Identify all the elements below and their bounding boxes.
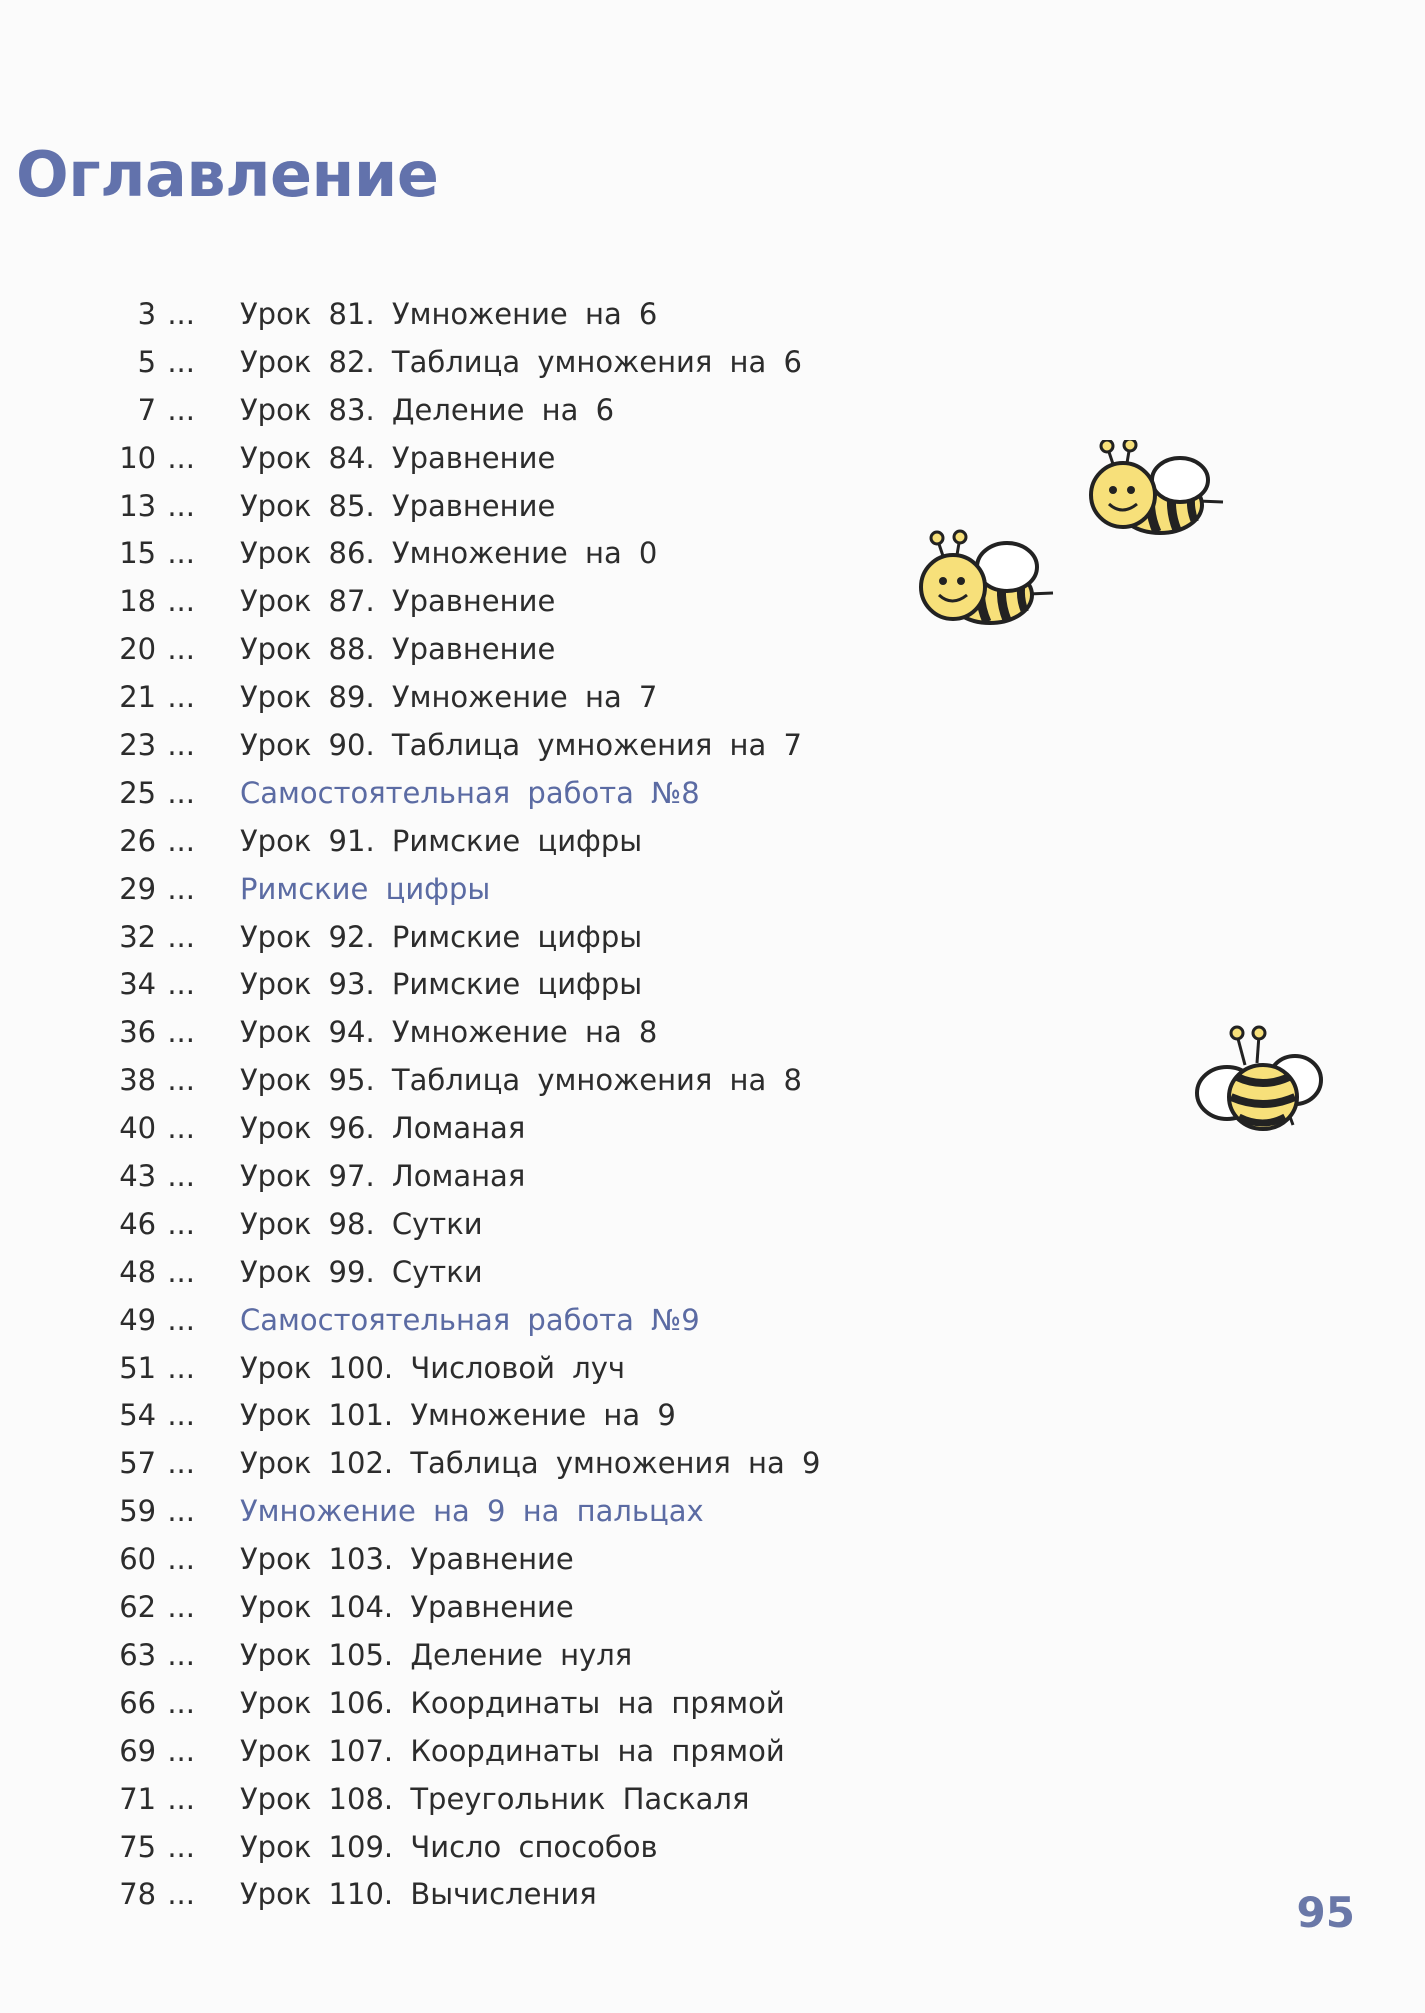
toc-page-number: 25 ... — [119, 775, 195, 810]
toc-page-number: 32 ... — [119, 919, 195, 954]
toc-page-number: 59 ... — [119, 1494, 195, 1529]
toc-page-number: 60 ... — [119, 1542, 195, 1577]
toc-page-number: 26 ... — [119, 823, 195, 858]
toc-entry — [0, 1537, 900, 1585]
toc-entry — [0, 1489, 900, 1537]
toc-lesson-title: Урок 100. Числовой луч — [240, 1350, 626, 1385]
toc-lesson-title: Урок 83. Деление на 6 — [240, 392, 615, 427]
toc-lesson-title: Урок 101. Умножение на 9 — [240, 1398, 676, 1433]
toc-page-number: 38 ... — [119, 1063, 195, 1098]
toc-entry — [0, 1010, 900, 1058]
toc-entry — [0, 1585, 900, 1633]
toc-lesson-title: Урок 81. Умножение на 6 — [240, 297, 658, 331]
bee-icon — [915, 525, 1060, 630]
toc-page-number: 15 ... — [119, 536, 195, 571]
toc-lesson-title: Урок 105. Деление нуля — [240, 1637, 633, 1672]
toc-entry — [0, 1298, 900, 1346]
toc-page-number: 43 ... — [119, 1159, 195, 1194]
toc-page-number: 49 ... — [119, 1302, 195, 1337]
toc-entry — [0, 1106, 900, 1154]
toc-section-title: Римские цифры — [240, 871, 491, 906]
toc-lesson-title: Урок 95. Таблица умножения на 8 — [240, 1063, 802, 1098]
toc-entry — [0, 1441, 900, 1489]
toc-entry — [0, 867, 900, 915]
toc-entry — [0, 1154, 900, 1202]
toc-lesson-title: Урок 91. Римские цифры — [240, 823, 643, 858]
toc-lesson-title: Урок 109. Число способов — [240, 1829, 658, 1864]
toc-entry — [0, 1729, 900, 1777]
toc-entry — [0, 1250, 900, 1298]
toc-entry — [0, 723, 900, 771]
table-of-contents — [0, 292, 900, 1920]
toc-page-number: 51 ... — [119, 1350, 195, 1385]
toc-lesson-title: Урок 92. Римские цифры — [240, 919, 643, 954]
toc-entry — [0, 1825, 900, 1873]
toc-entry — [0, 771, 900, 819]
toc-lesson-title: Урок 87. Уравнение — [240, 584, 556, 619]
toc-entry — [0, 1202, 900, 1250]
toc-lesson-title: Урок 86. Умножение на 0 — [240, 536, 658, 571]
toc-lesson-title: Урок 85. Уравнение — [240, 488, 556, 523]
toc-lesson-title: Урок 106. Координаты на прямой — [240, 1685, 785, 1720]
page-number: 95 — [1296, 1888, 1355, 1937]
toc-page-number: 40 ... — [119, 1111, 195, 1146]
toc-lesson-title: Урок 94. Умножение на 8 — [240, 1015, 658, 1050]
toc-entry — [0, 292, 900, 340]
toc-entry — [0, 915, 900, 963]
toc-entry — [0, 819, 900, 867]
toc-section-title: Умножение на 9 на пальцах — [240, 1494, 704, 1529]
toc-lesson-title: Урок 110. Вычисления — [240, 1877, 597, 1912]
page-title: Оглавление — [16, 138, 439, 211]
toc-entry — [0, 531, 900, 579]
toc-page-number: 48 ... — [119, 1254, 195, 1289]
toc-page-number: 63 ... — [119, 1637, 195, 1672]
toc-entry — [0, 1777, 900, 1825]
toc-page-number: 7 ... — [137, 392, 195, 427]
toc-page-number: 29 ... — [119, 871, 195, 906]
toc-page-number: 13 ... — [119, 488, 195, 523]
toc-page-number: 23 ... — [119, 728, 195, 763]
toc-page-number: 62 ... — [119, 1590, 195, 1625]
toc-page-number: 36 ... — [119, 1015, 195, 1050]
toc-entry — [0, 1346, 900, 1394]
toc-page-number: 34 ... — [119, 967, 195, 1002]
toc-page-number: 69 ... — [119, 1733, 195, 1768]
toc-page-number: 78 ... — [119, 1877, 195, 1912]
bee-icon — [1185, 1015, 1335, 1150]
toc-entry — [0, 484, 900, 532]
toc-entry — [0, 627, 900, 675]
toc-page-number: 3 ... — [137, 297, 195, 331]
toc-lesson-title: Урок 82. Таблица умножения на 6 — [240, 344, 802, 379]
toc-page-number: 54 ... — [119, 1398, 195, 1433]
toc-page-number: 75 ... — [119, 1829, 195, 1864]
toc-entry — [0, 1393, 900, 1441]
toc-page-number: 20 ... — [119, 632, 195, 667]
toc-lesson-title: Урок 107. Координаты на прямой — [240, 1733, 785, 1768]
toc-section-title: Самостоятельная работа №9 — [240, 1302, 700, 1337]
toc-lesson-title: Урок 96. Ломаная — [240, 1111, 526, 1146]
toc-page-number: 66 ... — [119, 1685, 195, 1720]
toc-lesson-title: Урок 99. Сутки — [240, 1254, 483, 1289]
toc-page-number: 18 ... — [119, 584, 195, 619]
toc-entry — [0, 675, 900, 723]
toc-lesson-title: Урок 97. Ломаная — [240, 1159, 526, 1194]
toc-entry — [0, 1681, 900, 1729]
toc-lesson-title: Урок 102. Таблица умножения на 9 — [240, 1446, 821, 1481]
toc-lesson-title: Урок 90. Таблица умножения на 7 — [240, 728, 802, 763]
toc-entry — [0, 1058, 900, 1106]
toc-entry — [0, 1633, 900, 1681]
toc-entry — [0, 388, 900, 436]
toc-entry — [0, 579, 900, 627]
toc-page-number: 21 ... — [119, 680, 195, 715]
toc-lesson-title: Урок 89. Умножение на 7 — [240, 680, 658, 715]
toc-lesson-title: Урок 98. Сутки — [240, 1206, 483, 1241]
toc-lesson-title: Урок 104. Уравнение — [240, 1590, 574, 1625]
toc-lesson-title: Урок 103. Уравнение — [240, 1542, 574, 1577]
toc-page-number: 71 ... — [119, 1781, 195, 1816]
toc-page-number: 10 ... — [119, 440, 195, 475]
toc-lesson-title: Урок 84. Уравнение — [240, 440, 556, 475]
toc-section-title: Самостоятельная работа №8 — [240, 775, 700, 810]
toc-entry — [0, 436, 900, 484]
toc-entry — [0, 962, 900, 1010]
toc-lesson-title: Урок 88. Уравнение — [240, 632, 556, 667]
toc-lesson-title: Урок 108. Треугольник Паскаля — [240, 1781, 750, 1816]
toc-page-number: 46 ... — [119, 1206, 195, 1241]
bee-icon — [1085, 440, 1230, 545]
toc-page-number: 57 ... — [119, 1446, 195, 1481]
toc-entry — [0, 1872, 900, 1920]
toc-lesson-title: Урок 93. Римские цифры — [240, 967, 643, 1002]
toc-entry — [0, 340, 900, 388]
toc-page-number: 5 ... — [137, 344, 195, 379]
